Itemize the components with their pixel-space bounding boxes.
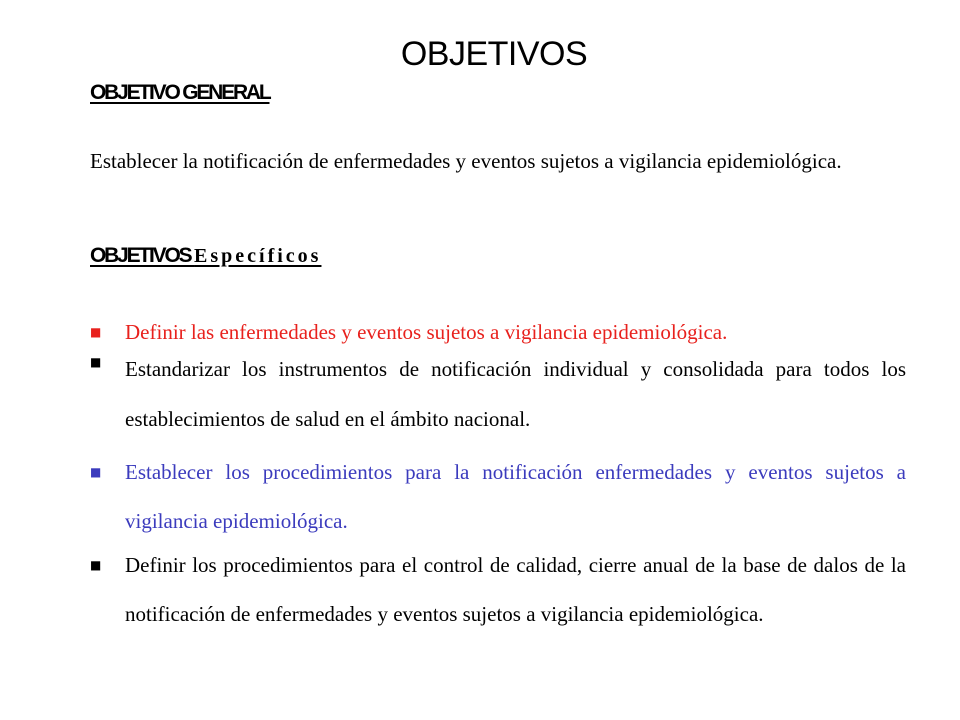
list-item-text: Estandarizar los instrumentos de notificación individual y consolidada para todos los establecimientos de salud en el ámbito nacional. [125, 357, 906, 431]
square-bullet-icon: ■ [90, 465, 102, 479]
general-objective-text: Establecer la notificación de enfermedades y eventos sujetos a vigilancia epidemiológica. [90, 149, 842, 173]
list-item [90, 448, 906, 546]
general-objective-heading: OBJETIVO GENERAL [90, 81, 270, 104]
list-item [90, 541, 906, 639]
list-item-text: Establecer los procedimientos para la notificación enfermedades y eventos sujetos a vigilancia epidemiológica. [125, 460, 906, 533]
square-bullet-icon: ■ [90, 325, 102, 339]
specific-objectives-list [90, 314, 906, 639]
list-item-text: Definir los procedimientos para el control de calidad, cierre anual de la base de dalos de la notificación de enfermedades y eventos sujetos a vigilancia epidemiológica. [125, 553, 906, 626]
square-bullet-icon: ■ [90, 558, 102, 572]
specific-heading-prefix: OBJETIVOS [90, 244, 195, 267]
specific-heading-suffix: Específicos [194, 245, 322, 267]
list-item [90, 344, 906, 444]
square-bullet-icon: ■ [90, 355, 102, 369]
slide-title: OBJETIVOS [400, 35, 588, 73]
list-item-text: Definir las enfermedades y eventos sujetos a vigilancia epidemiológica. [125, 320, 728, 344]
specific-objectives-heading [90, 243, 321, 269]
